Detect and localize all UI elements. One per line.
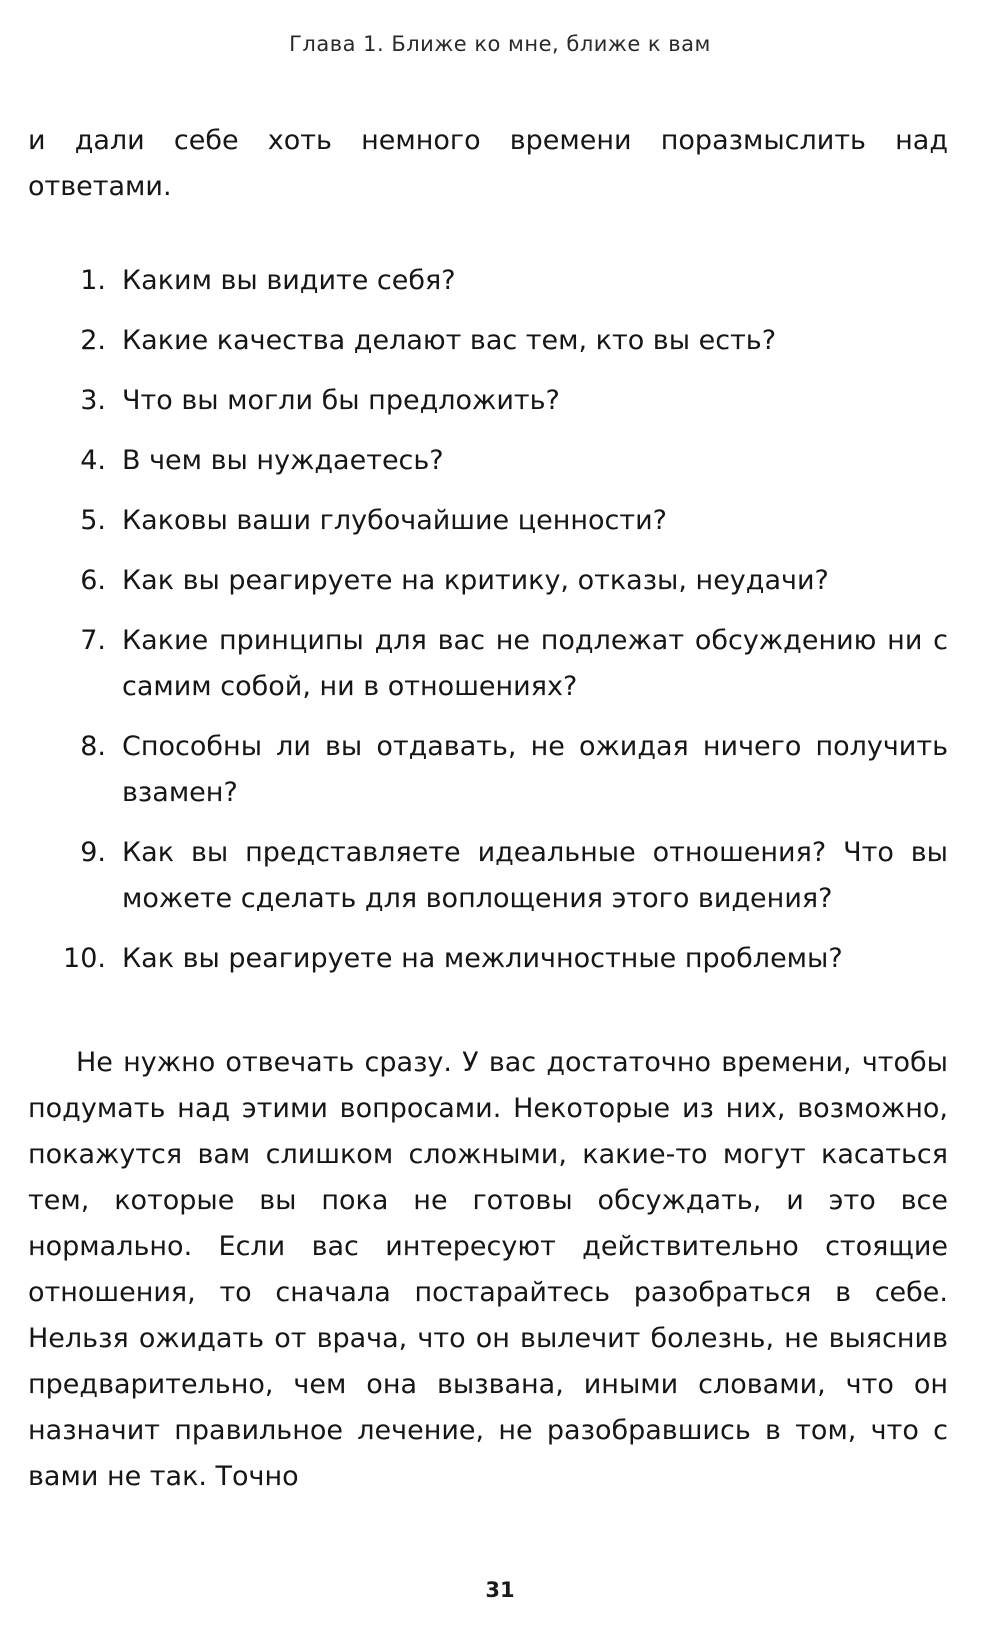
question-item: [28, 558, 948, 604]
body-paragraph: Не нужно отвечать сразу. У вас достаточно времени, чтобы подумать над этими вопросами. Некоторые из них, возможно, покажутся вам слишком сложными, какие-то могут касаться тем, которые вы пока не готовы обсуждать, и это все нормально. Если вас интересуют действительно стоящие отношения, то сначала постарайтесь разобраться в себе. Нельзя ожидать от врача, что он вылечит болезнь, не выяснив предварительно, чем она вызвана, иными словами, что он назначит правильное лечение, не разобравшись в том, что с вами не так. Точно: [28, 1047, 948, 1492]
question-text: Какие качества делают вас тем, кто вы есть?: [122, 325, 777, 356]
question-number: 5.: [80, 505, 106, 536]
question-number: 8.: [80, 731, 106, 762]
question-item: [28, 378, 948, 424]
question-item: [28, 936, 948, 982]
question-text: Каковы ваши глубочайшие ценности?: [122, 505, 667, 536]
question-item: [28, 258, 948, 304]
question-text: Как вы реагируете на критику, отказы, неудачи?: [122, 565, 829, 596]
question-item: [28, 830, 948, 922]
page-number: 31: [485, 1578, 515, 1602]
question-item: [28, 498, 948, 544]
question-number: 1.: [80, 265, 106, 296]
question-text: Что вы могли бы предложить?: [122, 385, 560, 416]
question-text: Как вы реагируете на межличностные проблемы?: [122, 943, 843, 974]
question-number: 3.: [80, 385, 106, 416]
question-text: Какие принципы для вас не подлежат обсуждению ни с самим собой, ни в отношениях?: [122, 625, 948, 702]
question-number: 9.: [80, 837, 106, 868]
question-text: Как вы представляете идеальные отношения? Что вы можете сделать для воплощения этого видения?: [122, 837, 948, 914]
running-head: Глава 1. Ближе ко мне, ближе к вам: [289, 32, 711, 56]
intro-paragraph: и дали себе хоть немного времени поразмыслить над ответами.: [28, 125, 948, 202]
question-item: [28, 438, 948, 484]
question-number: 6.: [80, 565, 106, 596]
question-text: Способны ли вы отдавать, не ожидая ничего получить взамен?: [122, 731, 948, 808]
question-text: Каким вы видите себя?: [122, 265, 456, 296]
question-number: 7.: [80, 625, 106, 656]
question-number: 2.: [80, 325, 106, 356]
question-item: [28, 318, 948, 364]
question-text: В чем вы нуждаетесь?: [122, 445, 444, 476]
question-number: 4.: [80, 445, 106, 476]
question-number: 10.: [63, 943, 106, 974]
question-list: [28, 258, 948, 996]
question-item: [28, 724, 948, 816]
question-item: [28, 618, 948, 710]
